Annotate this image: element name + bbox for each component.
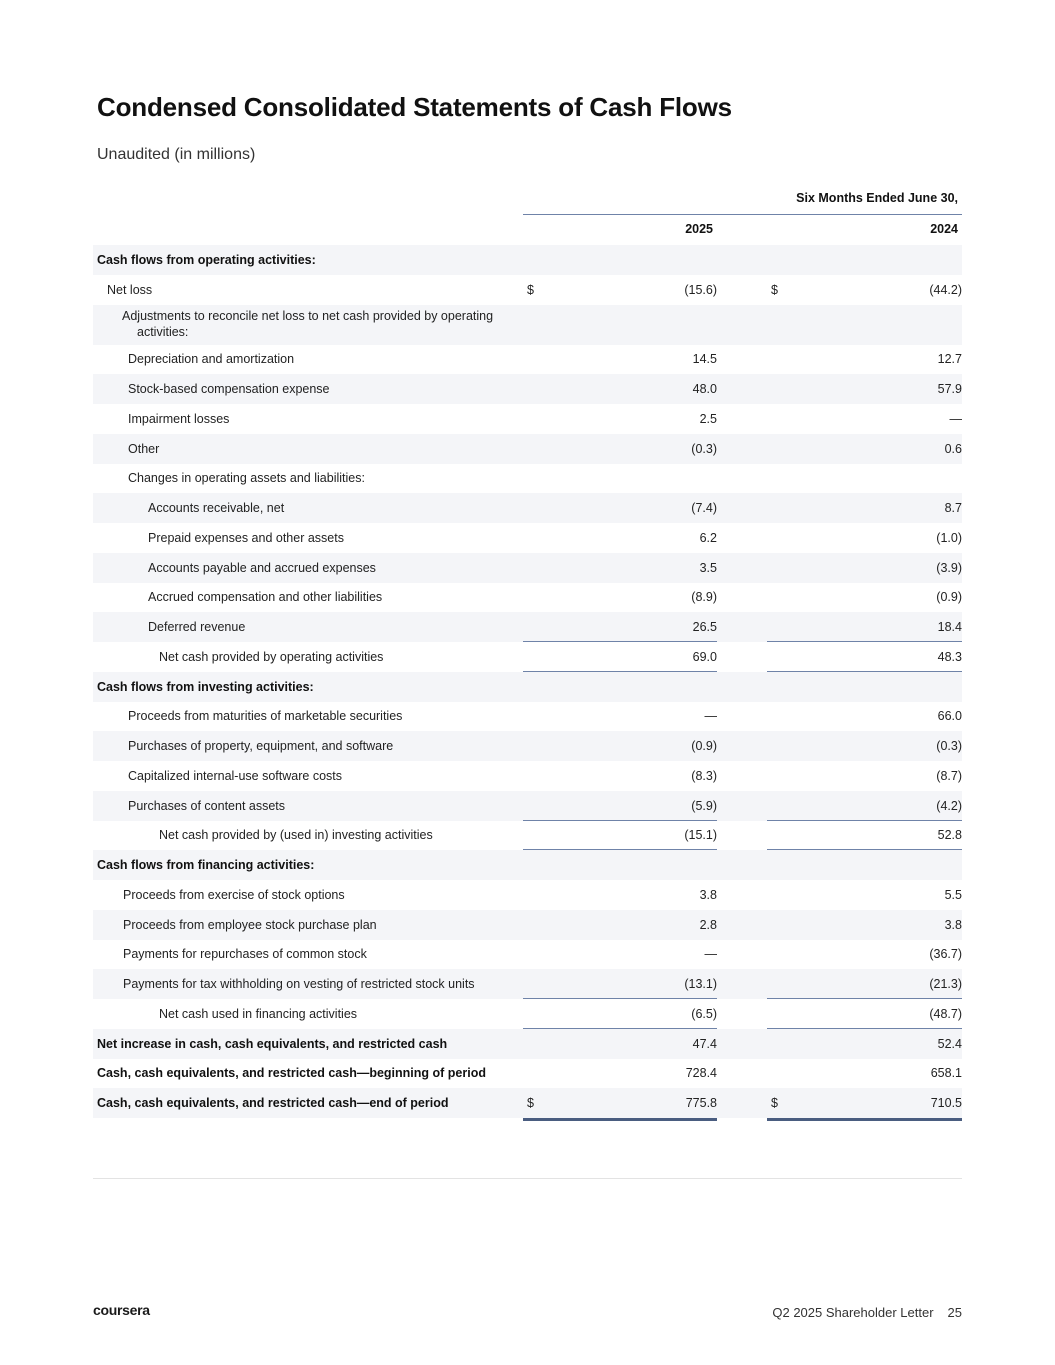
table-row: [93, 374, 962, 404]
value-2024: (8.7): [936, 768, 962, 783]
value-2025: 2.8: [699, 917, 717, 932]
table-row: [93, 404, 962, 434]
footer-divider: [93, 1178, 962, 1179]
section-header-investing: [93, 672, 962, 702]
row-label: Cash, cash equivalents, and restricted cash—end of period: [97, 1096, 449, 1111]
value-2025: 48.0: [692, 382, 717, 397]
table-row: [93, 523, 962, 553]
value-2025: (7.4): [691, 501, 717, 516]
value-2024: (44.2): [929, 282, 962, 297]
currency-symbol: $: [771, 1096, 778, 1111]
table-row: [93, 910, 962, 940]
letter-title: Q2 2025 Shareholder Letter: [772, 1305, 934, 1320]
table-row: [93, 761, 962, 791]
value-2025: (5.9): [691, 798, 717, 813]
row-label: Accrued compensation and other liabilities: [148, 590, 383, 605]
subtotal-row: [93, 642, 962, 672]
row-label: Cash, cash equivalents, and restricted cash—beginning of period: [97, 1066, 486, 1081]
value-2025: 2.5: [699, 411, 717, 426]
row-label: Deferred revenue: [148, 620, 246, 635]
row-label: Payments for tax withholding on vesting of restricted stock units: [123, 977, 475, 992]
value-2024: (1.0): [936, 530, 962, 545]
subtotal-row: [93, 999, 962, 1029]
value-2025: (15.6): [684, 282, 717, 297]
value-2024: 0.6: [944, 441, 962, 456]
table-row: [93, 275, 962, 305]
row-label: Net increase in cash, cash equivalents, and restricted cash: [97, 1036, 448, 1051]
row-label: Accounts payable and accrued expenses: [148, 560, 376, 575]
row-label: Purchases of property, equipment, and software: [128, 739, 394, 754]
value-2024: 57.9: [937, 382, 962, 397]
table-row: [93, 702, 962, 732]
row-label: Changes in operating assets and liabilities:: [128, 471, 365, 486]
value-2025: (6.5): [691, 1006, 717, 1021]
value-2025: (0.3): [691, 441, 717, 456]
row-label: Net cash provided by operating activities: [159, 649, 384, 664]
value-2024: (36.7): [929, 947, 962, 962]
value-2025: 728.4: [685, 1066, 717, 1081]
coursera-logo: coursera: [93, 1302, 150, 1318]
value-2025: (15.1): [684, 828, 717, 843]
value-2025: 775.8: [685, 1096, 717, 1111]
row-label: Purchases of content assets: [128, 798, 286, 813]
row-label: Net cash provided by (used in) investing activities: [159, 828, 433, 843]
value-2024: —: [949, 411, 962, 426]
value-2024: 12.7: [937, 352, 962, 367]
total-row: [93, 1029, 962, 1059]
value-2024: 8.7: [944, 501, 962, 516]
row-label: Proceeds from maturities of marketable securities: [128, 709, 403, 724]
table-row: [93, 731, 962, 761]
value-2025: 3.8: [699, 887, 717, 902]
table-row: [93, 791, 962, 821]
table-row: [93, 434, 962, 464]
currency-symbol: $: [527, 282, 534, 297]
page-number: 25: [947, 1305, 962, 1320]
row-label: Net cash used in financing activities: [159, 1006, 358, 1021]
value-2025: 47.4: [692, 1036, 717, 1051]
value-2024: (0.3): [936, 739, 962, 754]
value-2024: (4.2): [936, 798, 962, 813]
value-2024: (0.9): [936, 590, 962, 605]
value-2024: 3.8: [944, 917, 962, 932]
table-row: [93, 493, 962, 523]
subtotal-row: [93, 821, 962, 851]
table-row: [93, 880, 962, 910]
footer-text: [772, 1305, 962, 1320]
row-label: Depreciation and amortization: [128, 352, 295, 367]
value-2025: (8.3): [691, 768, 717, 783]
section-header-financing: [93, 850, 962, 880]
row-label: Impairment losses: [128, 411, 230, 426]
row-label: Adjustments to reconcile net loss to net cash provided by operating activities:: [122, 308, 494, 339]
value-2025: 14.5: [692, 352, 717, 367]
year-header-2024: 2024: [767, 222, 962, 246]
table-row: [93, 464, 962, 494]
value-2024: 52.8: [937, 828, 962, 843]
value-2024: 48.3: [937, 649, 962, 664]
value-2025: (8.9): [691, 590, 717, 605]
total-row: [93, 1059, 962, 1089]
year-header-2025: 2025: [523, 222, 717, 246]
row-label: Proceeds from employee stock purchase plan: [123, 917, 377, 932]
value-2024: (3.9): [936, 560, 962, 575]
table-row: [93, 583, 962, 613]
value-2025: 3.5: [699, 560, 717, 575]
row-label: Cash flows from operating activities:: [97, 252, 316, 267]
row-label: Cash flows from investing activities:: [97, 679, 314, 694]
row-label: Cash flows from financing activities:: [97, 858, 315, 873]
currency-symbol: $: [771, 282, 778, 297]
table-row: [93, 969, 962, 999]
row-label: Stock-based compensation expense: [128, 382, 330, 397]
value-2024: 710.5: [930, 1096, 962, 1111]
table-row: [93, 612, 962, 642]
value-2024: 18.4: [937, 620, 962, 635]
row-label: Prepaid expenses and other assets: [148, 530, 344, 545]
value-2024: 658.1: [930, 1066, 962, 1081]
grand-total-row: [93, 1088, 962, 1118]
currency-symbol: $: [527, 1096, 534, 1111]
value-2025: 69.0: [692, 649, 717, 664]
value-2024: (48.7): [929, 1006, 962, 1021]
value-2024: 5.5: [944, 887, 962, 902]
table-row: [93, 553, 962, 583]
table-row: [93, 345, 962, 375]
value-2025: —: [704, 947, 717, 962]
value-2024: (21.3): [929, 977, 962, 992]
period-header: Six Months Ended June 30,: [523, 191, 962, 215]
row-label: Net loss: [107, 282, 153, 297]
value-2024: 66.0: [937, 709, 962, 724]
table-row: [93, 940, 962, 970]
cash-flow-table: [93, 245, 962, 1118]
value-2025: 26.5: [692, 620, 717, 635]
value-2025: (13.1): [684, 977, 717, 992]
value-2025: —: [704, 709, 717, 724]
value-2024: 52.4: [937, 1036, 962, 1051]
row-label: Accounts receivable, net: [148, 501, 285, 516]
value-2025: (0.9): [691, 739, 717, 754]
row-label: Proceeds from exercise of stock options: [123, 887, 345, 902]
section-header-operating: [93, 245, 962, 275]
page-title: Condensed Consolidated Statements of Cash Flows: [97, 92, 732, 122]
row-label: Capitalized internal-use software costs: [128, 768, 342, 783]
value-2025: 6.2: [699, 530, 717, 545]
row-label: Other: [128, 441, 160, 456]
row-label: Payments for repurchases of common stock: [123, 947, 367, 962]
table-row: [93, 305, 962, 345]
page-subtitle: Unaudited (in millions): [97, 146, 256, 163]
